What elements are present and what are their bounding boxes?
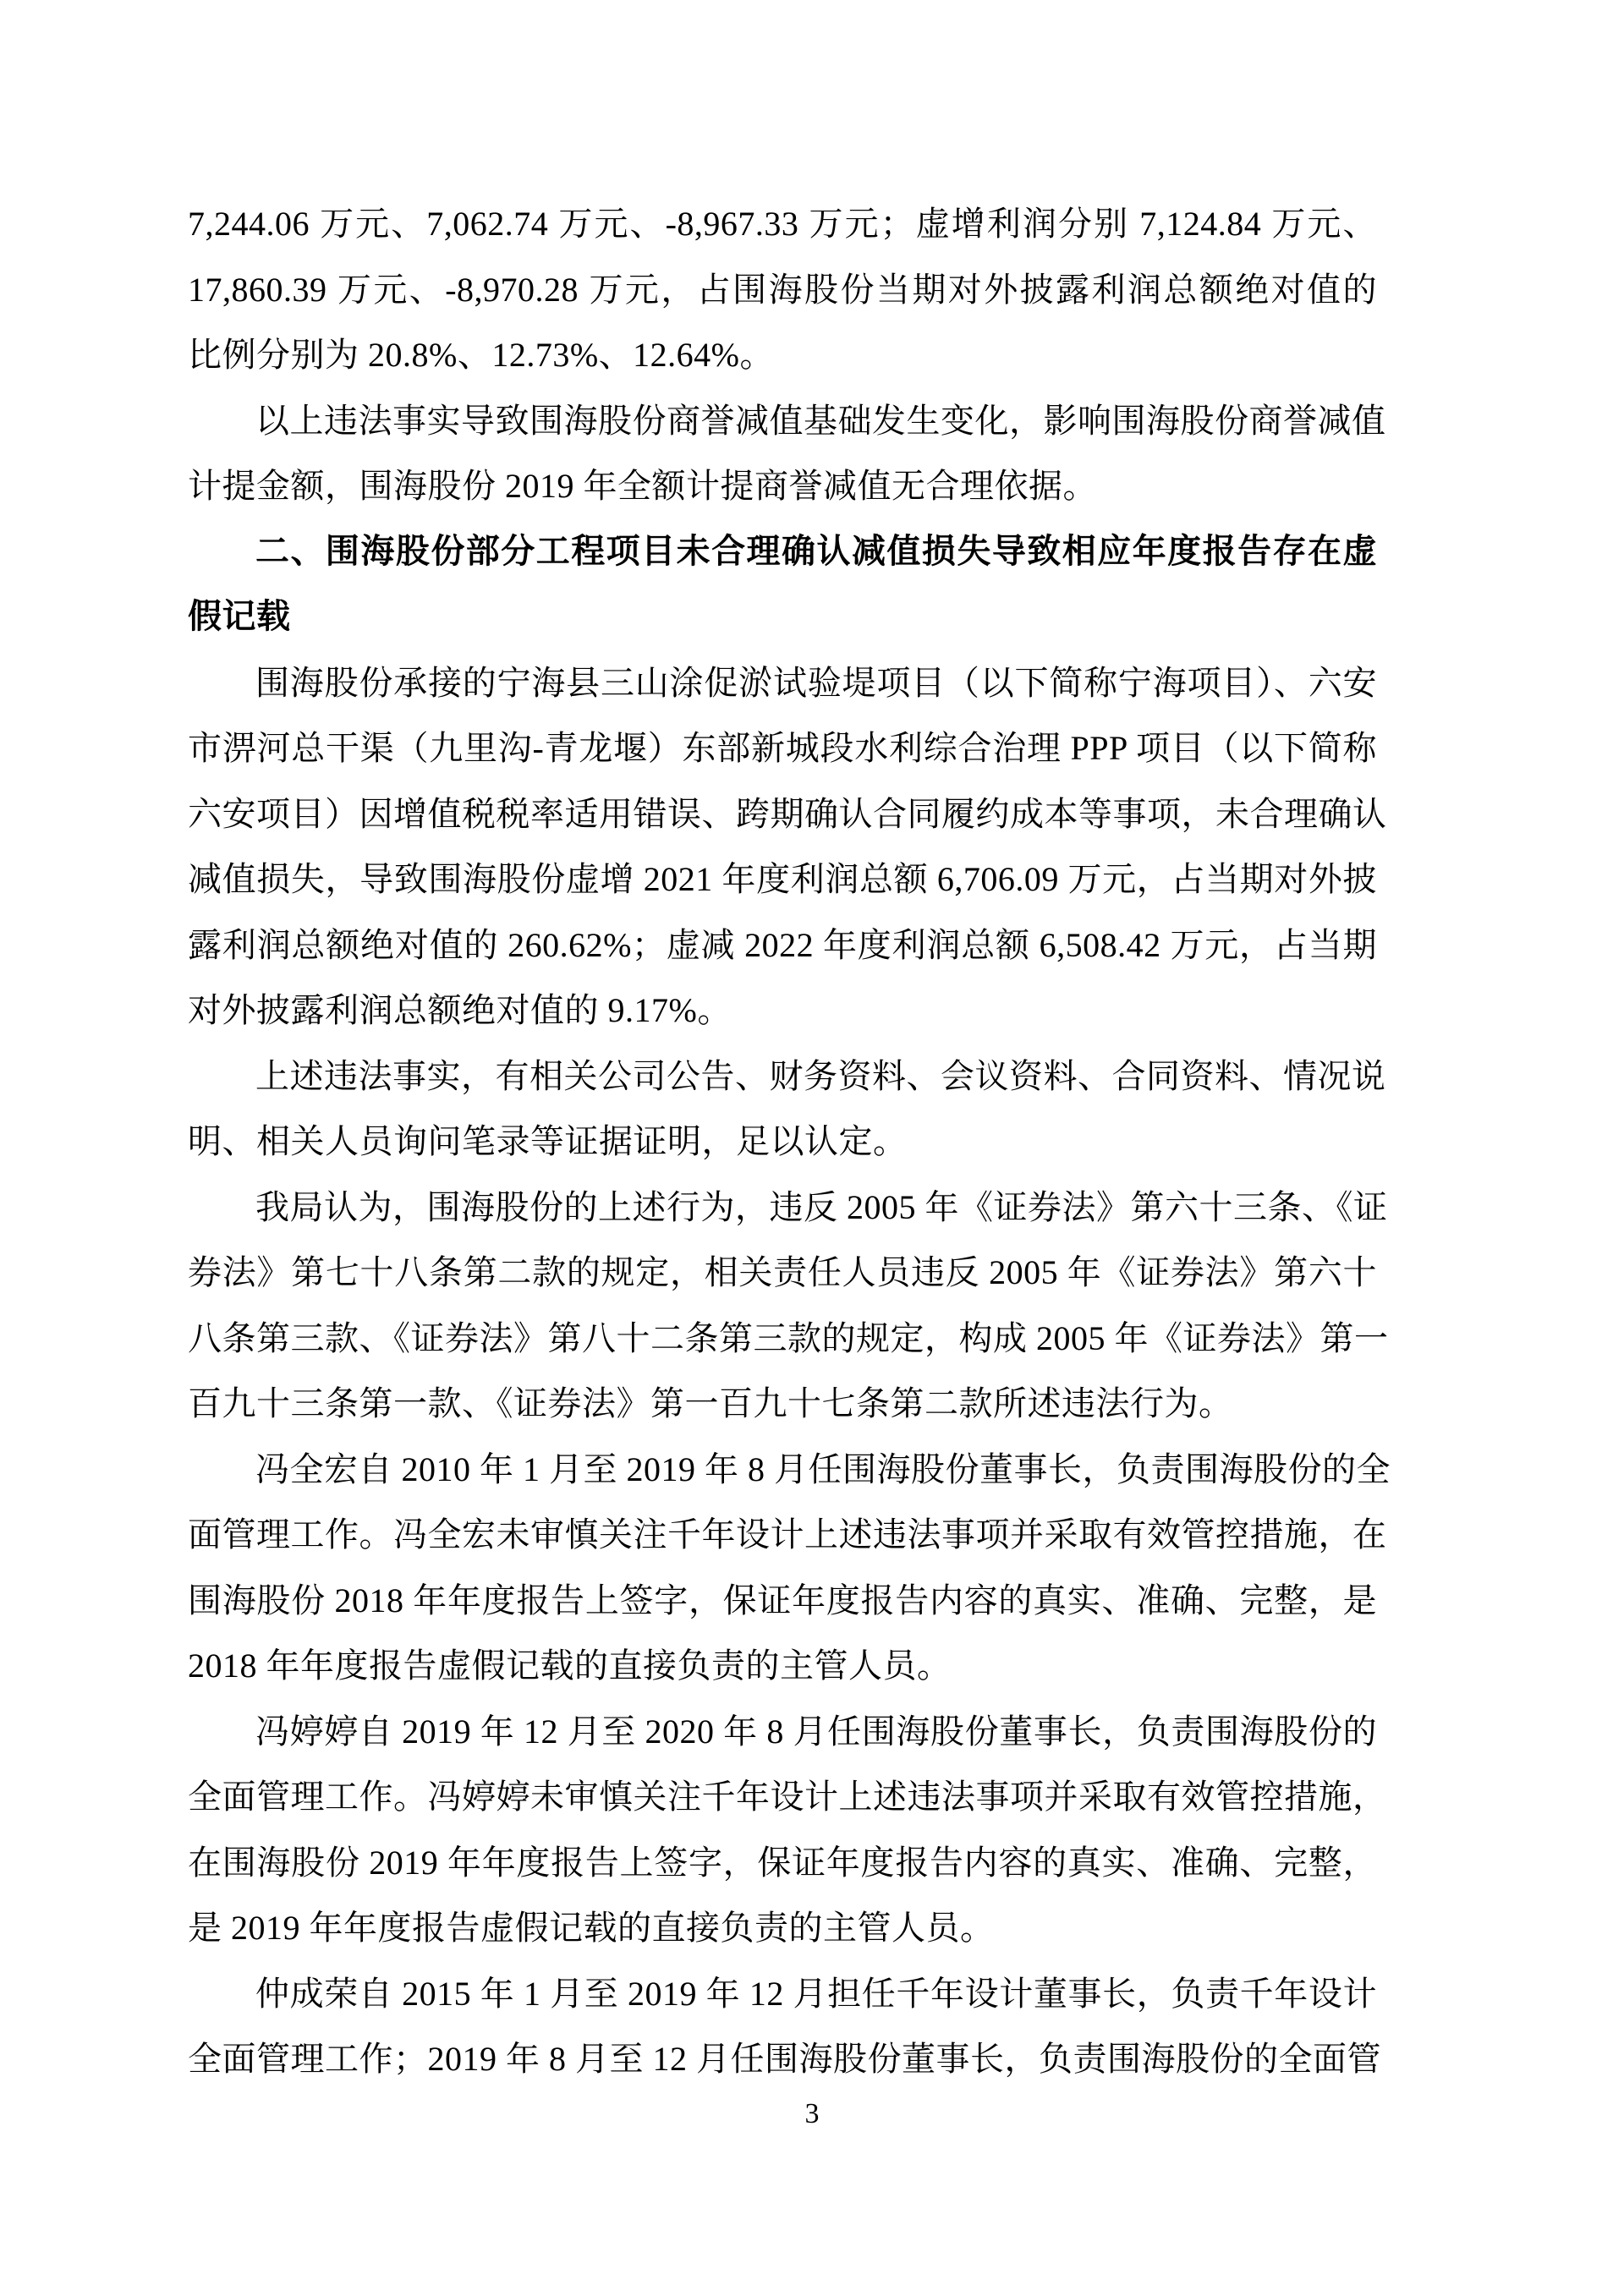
section-heading-line: 二、围海股份部分工程项目未合理确认减值损失导致相应年度报告存在虚: [255, 532, 1377, 570]
body-text-line: 减值损失，导致围海股份虚增 2021 年度利润总额 6,706.09 万元，占当期对外披: [188, 860, 1377, 898]
body-text-line: 八条第三款、《证券法》第八十二条第三款的规定，构成 2005 年《证券法》第一: [188, 1318, 1389, 1357]
body-text-line: 以上违法事实导致围海股份商誉减值基础发生变化，影响围海股份商誉减值: [255, 401, 1386, 440]
body-text-line: 六安项目）因增值税税率适用错误、跨期确认合同履约成本等事项，未合理确认: [188, 794, 1387, 833]
body-text-line: 2018 年年度报告虚假记载的直接负责的主管人员。: [188, 1647, 952, 1685]
body-text-line: 对外披露利润总额绝对值的 9.17%。: [188, 991, 732, 1029]
body-text-line: 上述违法事实，有相关公司公告、财务资料、会议资料、合同资料、情况说: [255, 1056, 1386, 1095]
body-text-line: 计提金额，围海股份 2019 年全额计提商誉减值无合理依据。: [188, 467, 1097, 505]
body-text-line: 是 2019 年年度报告虚假记载的直接负责的主管人员。: [188, 1909, 995, 1947]
section-heading-line: 假记载: [188, 598, 291, 635]
body-text-line: 冯婷婷自 2019 年 12 月至 2020 年 8 月任围海股份董事长，负责围海股份的: [255, 1712, 1377, 1751]
body-text-line: 7,244.06 万元、7,062.74 万元、-8,967.33 万元；虚增利润分别 7,124.84 万元、: [188, 205, 1377, 243]
body-text-line: 券法》第七十八条第二款的规定，相关责任人员违反 2005 年《证券法》第六十: [188, 1253, 1377, 1291]
body-text-line: 在围海股份 2019 年年度报告上签字，保证年度报告内容的真实、准确、完整，: [188, 1843, 1377, 1882]
body-text-line: 百九十三条第一款、《证券法》第一百九十七条第二款所述违法行为。: [188, 1384, 1233, 1422]
page-number: 3: [804, 2098, 820, 2129]
body-text-line: 市淠河总干渠（九里沟-青龙堰）东部新城段水利综合治理 PPP 项目（以下简称: [188, 729, 1377, 767]
body-text-line: 全面管理工作；2019 年 8 月至 12 月任围海股份董事长，负责围海股份的全面管: [188, 2040, 1381, 2078]
body-text-line: 露利润总额绝对值的 260.62%；虚减 2022 年度利润总额 6,508.42 万元，占当期: [188, 925, 1377, 964]
body-text-line: 我局认为，围海股份的上述行为，违反 2005 年《证券法》第六十三条、《证: [255, 1187, 1388, 1226]
body-text-line: 比例分别为 20.8%、12.73%、12.64%。: [188, 336, 774, 374]
body-text-line: 面管理工作。冯全宏未审慎关注千年设计上述违法事项并采取有效管控措施，在: [188, 1515, 1387, 1553]
body-text-line: 围海股份承接的宁海县三山涂促淤试验堤项目（以下简称宁海项目）、六安: [255, 663, 1377, 702]
body-text-line: 全面管理工作。冯婷婷未审慎关注千年设计上述违法事项并采取有效管控措施，: [188, 1778, 1387, 1816]
body-text-line: 明、相关人员询问笔录等证据证明，足以认定。: [188, 1122, 908, 1160]
body-text-line: 17,860.39 万元、-8,970.28 万元，占围海股份当期对外披露利润总额绝对值的: [188, 270, 1377, 309]
document-body: [188, 191, 1391, 2092]
body-text-line: 冯全宏自 2010 年 1 月至 2019 年 8 月任围海股份董事长，负责围海股份的全: [255, 1449, 1391, 1488]
body-text-line: 仲成荣自 2015 年 1 月至 2019 年 12 月担任千年设计董事长，负责千年设计: [255, 1974, 1377, 2013]
body-text-line: 围海股份 2018 年年度报告上签字，保证年度报告内容的真实、准确、完整，是: [188, 1581, 1377, 1619]
